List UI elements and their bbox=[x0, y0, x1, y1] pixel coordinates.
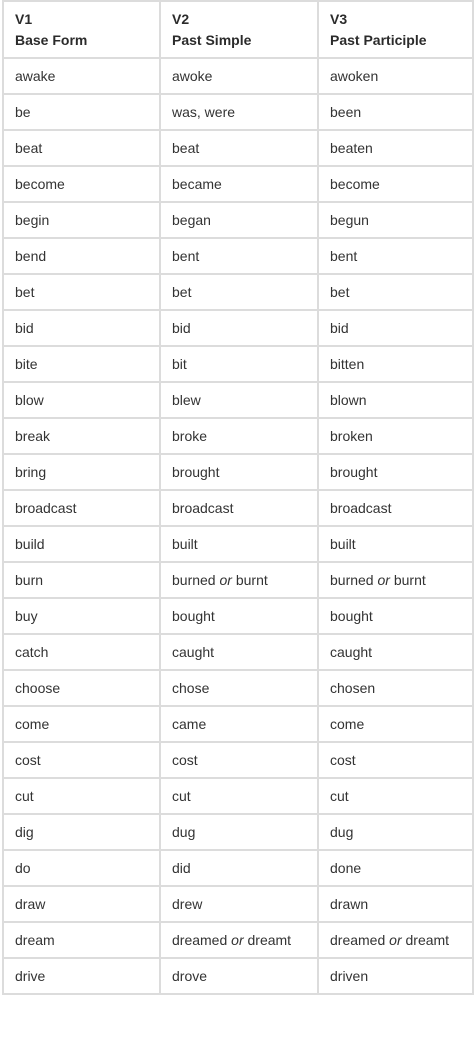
cell-v1: cost bbox=[3, 742, 160, 778]
cell-v2: became bbox=[160, 166, 318, 202]
verb-form-variant: burned bbox=[172, 572, 216, 588]
verb-form-variant: dreamed bbox=[330, 932, 386, 948]
table-row bbox=[3, 238, 473, 274]
cell-v3: broadcast bbox=[318, 490, 473, 526]
table-row bbox=[3, 166, 473, 202]
cell-v3: chosen bbox=[318, 670, 473, 706]
cell-v3: cut bbox=[318, 778, 473, 814]
cell-v1: do bbox=[3, 850, 160, 886]
cell-v1: choose bbox=[3, 670, 160, 706]
cell-v1: awake bbox=[3, 58, 160, 94]
table-row bbox=[3, 454, 473, 490]
cell-v2: chose bbox=[160, 670, 318, 706]
cell-v2: began bbox=[160, 202, 318, 238]
table-row bbox=[3, 706, 473, 742]
table-row bbox=[3, 310, 473, 346]
cell-v3: been bbox=[318, 94, 473, 130]
cell-v2: bit bbox=[160, 346, 318, 382]
header-name: Past Participle bbox=[330, 31, 427, 48]
cell-v2: broadcast bbox=[160, 490, 318, 526]
cell-v2: cut bbox=[160, 778, 318, 814]
cell-v3: begun bbox=[318, 202, 473, 238]
table-row bbox=[3, 202, 473, 238]
cell-v1: blow bbox=[3, 382, 160, 418]
cell-v1: build bbox=[3, 526, 160, 562]
cell-v1: cut bbox=[3, 778, 160, 814]
table-row bbox=[3, 94, 473, 130]
table-body bbox=[3, 58, 473, 994]
cell-v1: bid bbox=[3, 310, 160, 346]
table-row bbox=[3, 58, 473, 94]
cell-v1: come bbox=[3, 706, 160, 742]
cell-v2: came bbox=[160, 706, 318, 742]
table-row bbox=[3, 670, 473, 706]
table-row bbox=[3, 886, 473, 922]
cell-v2: broke bbox=[160, 418, 318, 454]
cell-v3: come bbox=[318, 706, 473, 742]
cell-v2: brought bbox=[160, 454, 318, 490]
verb-form-variant: dreamt bbox=[247, 932, 292, 948]
cell-v1: bite bbox=[3, 346, 160, 382]
cell-v3: drawn bbox=[318, 886, 473, 922]
table-row bbox=[3, 274, 473, 310]
cell-v2 bbox=[160, 562, 318, 598]
cell-v3: caught bbox=[318, 634, 473, 670]
header-name: Base Form bbox=[15, 31, 88, 48]
cell-v1: become bbox=[3, 166, 160, 202]
cell-v3: bid bbox=[318, 310, 473, 346]
header-code: V2 bbox=[172, 10, 190, 27]
header-row bbox=[3, 1, 473, 58]
cell-v1: draw bbox=[3, 886, 160, 922]
cell-v2: bent bbox=[160, 238, 318, 274]
table-row bbox=[3, 958, 473, 994]
verb-form-variant: dreamt bbox=[405, 932, 450, 948]
cell-v1: buy bbox=[3, 598, 160, 634]
cell-v3 bbox=[318, 922, 473, 958]
cell-v3: beaten bbox=[318, 130, 473, 166]
table-row bbox=[3, 814, 473, 850]
cell-v1: bet bbox=[3, 274, 160, 310]
cell-v1: broadcast bbox=[3, 490, 160, 526]
table-row bbox=[3, 850, 473, 886]
cell-v3: become bbox=[318, 166, 473, 202]
table-row bbox=[3, 634, 473, 670]
conjunction-or: or bbox=[231, 932, 244, 948]
cell-v2: built bbox=[160, 526, 318, 562]
cell-v2: drew bbox=[160, 886, 318, 922]
cell-v3: blown bbox=[318, 382, 473, 418]
table-row bbox=[3, 598, 473, 634]
verb-form-variant: burned bbox=[330, 572, 374, 588]
verb-form-variant: burnt bbox=[393, 572, 426, 588]
cell-v2: did bbox=[160, 850, 318, 886]
table-row bbox=[3, 778, 473, 814]
table-row bbox=[3, 490, 473, 526]
table-row bbox=[3, 526, 473, 562]
cell-v3: awoken bbox=[318, 58, 473, 94]
cell-v1: dream bbox=[3, 922, 160, 958]
table-row bbox=[3, 418, 473, 454]
cell-v3: bitten bbox=[318, 346, 473, 382]
cell-v3: broken bbox=[318, 418, 473, 454]
cell-v2: bet bbox=[160, 274, 318, 310]
cell-v2: cost bbox=[160, 742, 318, 778]
cell-v2: drove bbox=[160, 958, 318, 994]
conjunction-or: or bbox=[219, 572, 232, 588]
cell-v2: beat bbox=[160, 130, 318, 166]
cell-v3: driven bbox=[318, 958, 473, 994]
cell-v1: dig bbox=[3, 814, 160, 850]
cell-v1: break bbox=[3, 418, 160, 454]
cell-v2: awoke bbox=[160, 58, 318, 94]
cell-v3: done bbox=[318, 850, 473, 886]
header-code: V1 bbox=[15, 10, 33, 27]
header-name: Past Simple bbox=[172, 31, 252, 48]
cell-v3: cost bbox=[318, 742, 473, 778]
table-row bbox=[3, 382, 473, 418]
cell-v2: dug bbox=[160, 814, 318, 850]
cell-v1: burn bbox=[3, 562, 160, 598]
cell-v1: bend bbox=[3, 238, 160, 274]
cell-v3: brought bbox=[318, 454, 473, 490]
verb-form-variant: burnt bbox=[235, 572, 268, 588]
cell-v2: bought bbox=[160, 598, 318, 634]
cell-v1: drive bbox=[3, 958, 160, 994]
cell-v2: was, were bbox=[160, 94, 318, 130]
cell-v3: bet bbox=[318, 274, 473, 310]
header-cell-v1 bbox=[3, 1, 160, 58]
cell-v1: be bbox=[3, 94, 160, 130]
table-header bbox=[3, 1, 473, 58]
verb-form-variant: dreamed bbox=[172, 932, 228, 948]
cell-v1: begin bbox=[3, 202, 160, 238]
cell-v2: caught bbox=[160, 634, 318, 670]
verb-forms-table bbox=[2, 0, 474, 995]
cell-v3: bought bbox=[318, 598, 473, 634]
table-row bbox=[3, 562, 473, 598]
cell-v3: bent bbox=[318, 238, 473, 274]
table-row bbox=[3, 742, 473, 778]
header-cell-v3 bbox=[318, 1, 473, 58]
table-row bbox=[3, 346, 473, 382]
cell-v2: bid bbox=[160, 310, 318, 346]
cell-v2 bbox=[160, 922, 318, 958]
cell-v2: blew bbox=[160, 382, 318, 418]
header-cell-v2 bbox=[160, 1, 318, 58]
cell-v3: dug bbox=[318, 814, 473, 850]
cell-v1: beat bbox=[3, 130, 160, 166]
table-row bbox=[3, 922, 473, 958]
header-code: V3 bbox=[330, 10, 348, 27]
cell-v3 bbox=[318, 562, 473, 598]
cell-v3: built bbox=[318, 526, 473, 562]
cell-v1: catch bbox=[3, 634, 160, 670]
table-row bbox=[3, 130, 473, 166]
conjunction-or: or bbox=[377, 572, 390, 588]
cell-v1: bring bbox=[3, 454, 160, 490]
conjunction-or: or bbox=[389, 932, 402, 948]
